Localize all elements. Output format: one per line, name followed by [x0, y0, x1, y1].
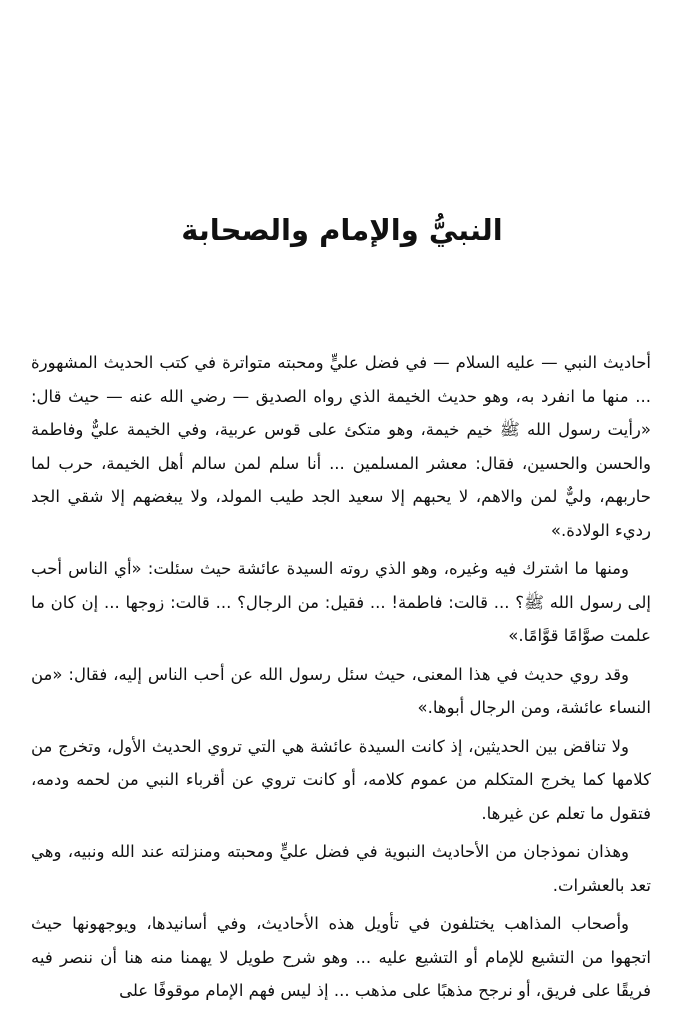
chapter-title: النبيُّ والإمام والصحابة: [181, 213, 503, 247]
paragraph-4: ولا تناقض بين الحديثين، إذ كانت السيدة عائشة هي التي تروي الحديث الأول، وتخرج من كلامها كما يخرج المتكلم من عموم كلامه، أو كانت تروي عن أقرباء النبي من لحمه ودمه، فتقول ما تعلم عن غيرها.: [31, 736, 651, 823]
paragraph-5: وهذان نموذجان من الأحاديث النبوية في فضل عليٍّ ومحبته ومنزلته عند الله ونبيه، وهي تعد بالعشرات.: [31, 842, 651, 895]
paragraph-3: وقد روي حديث في هذا المعنى، حيث سئل رسول الله عن أحب الناس إليه، فقال: «من النساء عائشة، ومن الرجال أبوها.»: [31, 664, 651, 717]
paragraph-6: وأصحاب المذاهب يختلفون في تأويل هذه الأحاديث، وفي أسانيدها، ويوجهونها حيث اتجهوا من التشيع للإمام أو التشيع عليه ... وهو شرح طويل لا يهمنا منه هنا أن ننصر فيه فريقًا على فريق، أو نرجح مذهبًا على مذهب ... إذ ليس فهم الإمام موقوفًا على: [31, 914, 651, 1000]
paragraph-1: أحاديث النبي — عليه السلام — في فضل عليٍّ ومحبته متواترة في كتب الحديث المشهورة ... منها ما انفرد به، وهو حديث الخيمة الذي رواه الصديق — رضي الله عنه — حيث قال: «رأيت رسول الله ﷺ خيم خيمة، وهو متكئ على قوس عربية، وفي الخيمة عليٌّ وفاطمة والحسن والحسين، فقال: معشر المسلمين ... أنا سلم لمن سالم أهل الخيمة، حرب لما حاربهم، وليٌّ لمن والاهم، لا يحبهم إلا سعيد الجد طيب المولد، ولا يبغضهم إلا شقي الجد رديء الولادة.»: [31, 353, 651, 540]
chapter-body: [31, 346, 651, 1013]
paragraph-2: ومنها ما اشترك فيه وغيره، وهو الذي روته السيدة عائشة حيث سئلت: «أي الناس أحب إلى رسول الله ﷺ؟ ... قالت: فاطمة! ... فقيل: من الرجال؟ ... قالت: زوجها ... إن كان ما علمت صوَّامًا قوَّامًا.»: [31, 559, 651, 645]
